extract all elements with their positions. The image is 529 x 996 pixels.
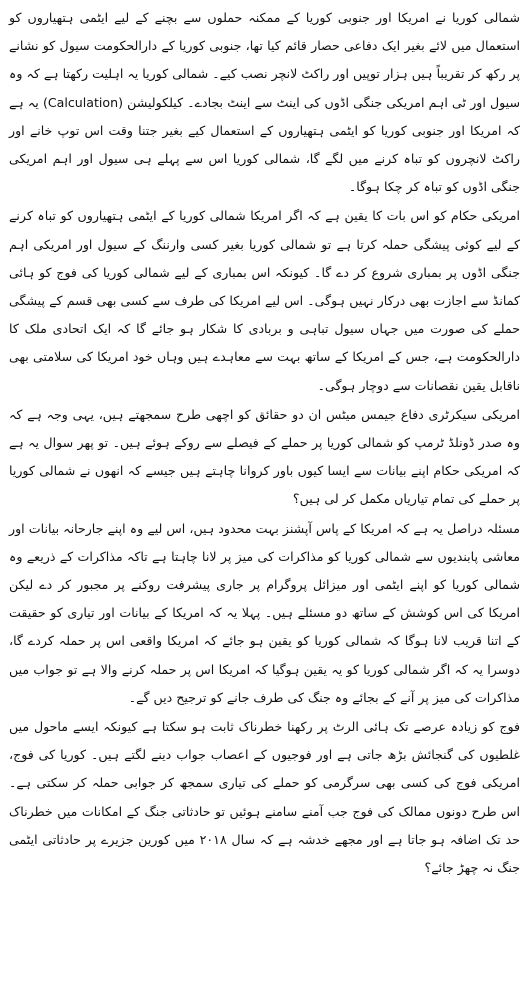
article-paragraph-5: فوج کو زیادہ عرصے تک ہائی الرٹ پر رکھنا خطرناک ثابت ہو سکتا ہے کیونکہ ایسے ماحول میں غلطیوں کی گنجائش بڑھ جاتی ہے اور فوجیوں کے اعصاب جواب دینے لگتے ہیں۔ کوریا کی فوج، امریکی فوج کی کسی بھی سرگرمی کو حملے کی تیاری سمجھ کر جوابی حملہ کر سکتی ہے۔ اس طرح دونوں ممالک کی فوج جب آمنے سامنے ہوئیں تو حادثاتی جنگ کے امکانات میں خطرناک حد تک اضافہ ہو جاتا ہے اور مجھے خدشہ ہے کہ سال ۲۰۱۸ میں کورین جزیرے پر حادثاتی ایٹمی جنگ نہ چھڑ جائے؟ bbox=[9, 719, 520, 876]
article-paragraph-1: شمالی کوریا نے امریکا اور جنوبی کوریا کے ممکنہ حملوں سے بچنے کے لیے ایٹمی ہتھیاروں کو استعمال میں لائے بغیر ایک دفاعی حصار قائم کیا تھا، جنوبی کوریا کے دارالحکومت سیول کو نشانے پر رکھ کر تقریباً ہیں ہزار توپیں اور راکٹ لانچر نصب کیے۔ شمالی کوریا یہ اہلیت رکھتا ہے کہ وہ سیول اور ٹی اہم امریکی جنگی اڈوں کی اینٹ سے اینٹ بجادے۔ کیلکولیشن (Calculation) یہ ہے کہ امریکا اور جنوبی کوریا کو ایٹمی ہتھیاروں کے استعمال کیے بغیر جتنا وقت اس توپ خانے اور راکٹ لانچروں کو تباہ کرنے میں لگے گا، شمالی کوریا اس سے پہلے ہی سیول اور اہم امریکی جنگی اڈوں کو تباہ کر چکا ہوگا۔ bbox=[9, 10, 521, 195]
article-paragraph-3: امریکی سیکرٹری دفاع جیمس میٹس ان دو حقائق کو اچھی طرح سمجھتے ہیں، یہی وجہ ہے کہ وہ صدر ڈونلڈ ٹرمپ کو شمالی کوریا پر حملے کے فیصلے سے روکے ہوئے ہیں۔ تو پھر سوال یہ ہے کہ امریکی حکام اپنے بیانات سے ایسا کیوں باور کروانا چاہتے ہیں جیسے کہ انھوں نے شمالی کوریا پر حملے کی تمام تیاریاں مکمل کر لی ہیں؟ bbox=[9, 406, 520, 507]
article-paragraph-2: امریکی حکام کو اس بات کا یقین ہے کہ اگر امریکا شمالی کوریا کے ایٹمی ہتھیاروں کو تباہ کرنے کے لیے کوئی پیشگی حملہ کرتا ہے تو شمالی کوریا بغیر کسی وارننگ کے سیول اور امریکی اہم جنگی اڈوں پر بمباری شروع کر دے گا۔ کیونکہ اس بمباری کے لیے شمالی کوریا کی فوج کو ہائی کمانڈ سے اجازت بھی درکار نہیں ہوگی۔ اس لیے امریکا کی طرف سے کسی بھی قسم کے پیشگی حملے کی صورت میں جہاں سیول تباہی و بربادی کا شکار ہو جائے گا کہ ایک اتحادی ملک کا دارالحکومت ہے، جس کے امریکا کے ساتھ بہت سے معاہدے ہیں وہاں خود امریکا کی سلامتی بھی ناقابل یقین نقصانات سے دوچار ہوگی۔ bbox=[9, 208, 520, 393]
article-paragraph-4: مسئلہ دراصل یہ ہے کہ امریکا کے پاس آپشنز بہت محدود ہیں، اس لیے وہ اپنے جارحانہ بیانات اور معاشی پابندیوں سے شمالی کوریا کو مذاکرات کی میز پر لانا چاہتا ہے تاکہ مذاکرات کے ذریعے وہ شمالی کوریا کو اپنے ایٹمی اور میزائل پروگرام پر جاری پیشرفت روکنے پر مجبور کر دے لیکن امریکا کی اس کوشش کے ساتھ دو مسئلے ہیں۔ پہلا یہ کہ امریکا کے بیانات اور تیاری کو حقیقت کے اتنا قریب لانا ہوگا کہ شمالی کوریا کو یقین ہو جائے کہ امریکا واقعی اس پر حملہ کردے گا، دوسرا یہ کہ اگر شمالی کوریا کو یہ یقین ہوگیا کہ امریکا اس پر حملہ کرنے والا ہے تو جواب میں مذاکرات کی میز پر آنے کے بجائے وہ جنگ کی طرف جانے کو ترجیح دیں گے۔ bbox=[9, 520, 520, 705]
